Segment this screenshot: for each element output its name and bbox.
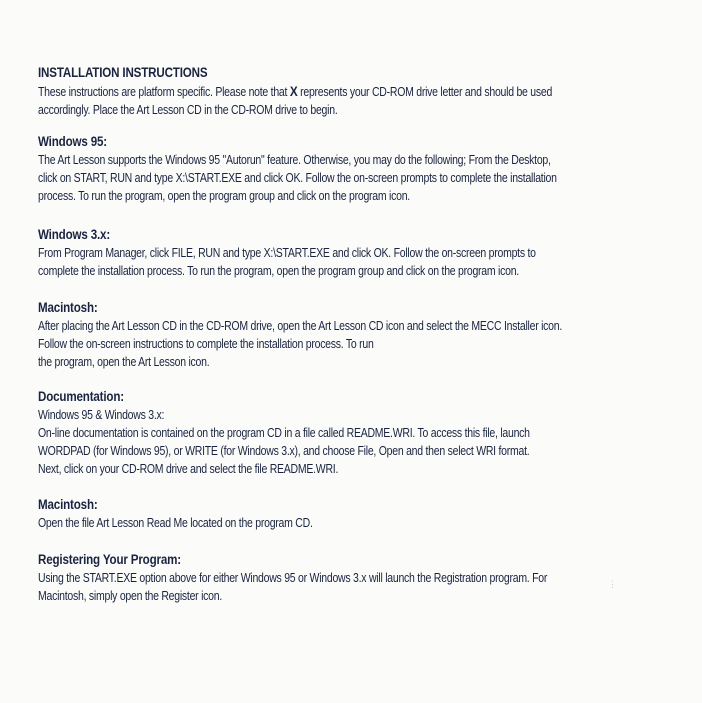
windows-3x-line: complete the installation process. To run the program, open the program group and click on the program icon. [38, 264, 519, 278]
documentation-macintosh-section [38, 496, 670, 532]
documentation-section [38, 388, 670, 478]
windows-95-section [38, 133, 670, 205]
macintosh-line: After placing the Art Lesson CD in the CD-ROM drive, open the Art Lesson CD icon and select the MECC Installer icon. [38, 319, 563, 333]
registration-line: Using the START.EXE option above for either Windows 95 or Windows 3.x will launch the Registration program. For [38, 571, 548, 585]
macintosh-line: the program, open the Art Lesson icon. [38, 355, 210, 369]
installation-heading: INSTALLATION INSTRUCTIONS [38, 65, 208, 80]
documentation-macintosh-heading: Macintosh: [38, 497, 98, 512]
windows-3x-section [38, 226, 670, 280]
macintosh-heading: Macintosh: [38, 300, 98, 315]
installation-line-1-end: represents your CD-ROM drive letter and should be used [297, 85, 553, 99]
documentation-line: On-line documentation is contained on the program CD in a file called README.WRI. To access this file, launch [38, 426, 530, 440]
registration-section [38, 551, 670, 605]
installation-text [38, 82, 569, 119]
windows-95-heading: Windows 95: [38, 134, 107, 149]
installation-section [38, 64, 670, 119]
paper-speck: ⋮ [608, 579, 617, 589]
drive-letter-x: X [289, 83, 298, 99]
windows-3x-text [38, 244, 569, 280]
documentation-macintosh-text [38, 514, 569, 532]
registration-heading: Registering Your Program: [38, 552, 182, 567]
registration-line: Macintosh, simply open the Register icon. [38, 589, 223, 603]
instructions-content [38, 64, 670, 605]
macintosh-text [38, 317, 569, 371]
installation-line-2: accordingly. Place the Art Lesson CD in the CD-ROM drive to begin. [38, 103, 338, 117]
windows-3x-heading: Windows 3.x: [38, 227, 111, 242]
windows-95-line: The Art Lesson supports the Windows 95 "Autorun" feature. Otherwise, you may do the following; From the Desktop, [38, 153, 551, 167]
windows-95-line: process. To run the program, open the program group and click on the program icon. [38, 189, 410, 203]
documentation-text [38, 406, 569, 478]
installation-line-1-start: These instructions are platform specific. Please note that [38, 85, 290, 99]
documentation-line: Windows 95 & Windows 3.x: [38, 408, 165, 422]
windows-95-line: click on START, RUN and type X:\START.EXE and click OK. Follow the on-screen prompts to complete the installation [38, 171, 557, 185]
registration-text [38, 569, 569, 605]
macintosh-line: Follow the on-screen instructions to complete the installation process. To run [38, 337, 374, 351]
windows-3x-line: From Program Manager, click FILE, RUN and type X:\START.EXE and click OK. Follow the on-screen prompts to [38, 246, 536, 260]
documentation-heading: Documentation: [38, 389, 124, 404]
documentation-line: Next, click on your CD-ROM drive and select the file README.WRI. [38, 462, 339, 476]
macintosh-section [38, 299, 670, 371]
installation-line-1 [38, 82, 569, 101]
documentation-line: WORDPAD (for Windows 95), or WRITE (for Windows 3.x), and choose File, Open and then select WRI format. [38, 444, 530, 458]
documentation-macintosh-line: Open the file Art Lesson Read Me located on the program CD. [38, 516, 313, 530]
windows-95-text [38, 151, 569, 205]
